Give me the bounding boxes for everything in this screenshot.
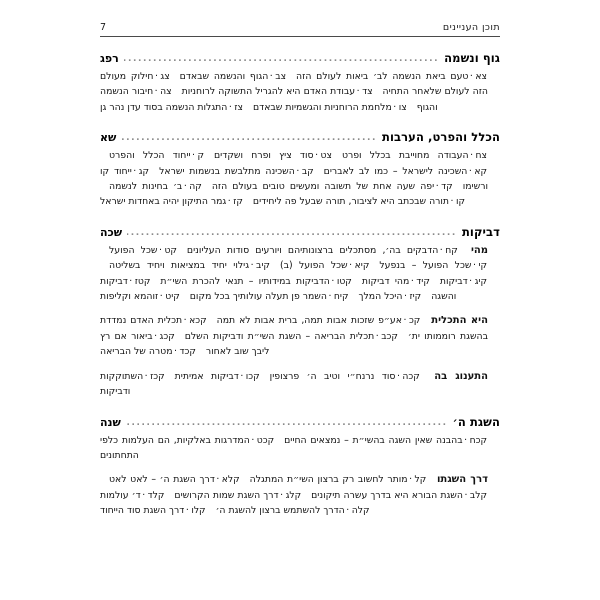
toc-entry-folio: קח [445, 244, 458, 256]
toc-entry-folio: קה [189, 181, 202, 193]
toc-entry-text: שכל הפועל (ב) [279, 260, 348, 272]
toc-section-folio: רפג [100, 52, 119, 65]
bullet-separator-icon: · [154, 71, 158, 82]
toc-entry[interactable] [100, 196, 244, 207]
toc-entry[interactable] [182, 86, 374, 97]
toc-entry-folio: קלב [469, 489, 487, 501]
bullet-separator-icon: · [158, 244, 162, 256]
toc-entry-folio: צג [160, 71, 170, 82]
toc-entry-folio: קיא [354, 260, 370, 272]
bullet-separator-icon: · [396, 370, 400, 382]
toc-entry-text: תכלית הבריאה – השגת השי״ת ודביקות השלם [184, 330, 375, 342]
bullet-separator-icon: · [464, 434, 468, 446]
bullet-separator-icon: · [183, 181, 187, 193]
toc-section-heading[interactable] [100, 415, 500, 429]
toc-entry-folio: קכד [179, 346, 196, 358]
toc-entry-text: השגת הבורא היא בדרך עשרה תיקונים [311, 489, 463, 501]
toc-entry[interactable] [160, 276, 352, 287]
bullet-separator-icon: · [375, 330, 379, 342]
toc-entry[interactable] [311, 490, 488, 501]
toc-section [100, 225, 500, 400]
toc-subsection-label: מהי [470, 244, 488, 256]
toc-entry-folio: קטז [134, 275, 151, 287]
bullet-separator-icon: · [403, 291, 407, 303]
toc-section-folio: שכה [100, 225, 123, 239]
toc-entry-folio: קכב [381, 330, 398, 342]
section-spacer [100, 403, 500, 415]
bullet-separator-icon: · [129, 275, 133, 287]
bullet-separator-icon: · [185, 505, 189, 517]
toc-entry-folio: קל [414, 474, 427, 486]
toc-entry[interactable] [342, 150, 488, 161]
toc-entry[interactable] [100, 371, 166, 397]
toc-entry-folio: צט [320, 150, 332, 162]
toc-entry-group [100, 148, 488, 210]
dot-leader [121, 133, 377, 143]
toc-entry-text: ד׳ עולמות [100, 489, 141, 501]
dot-leader [126, 418, 448, 428]
toc-entry-folio: צא [475, 71, 487, 82]
toc-entry-folio: קכה [402, 370, 420, 382]
toc-subsection-label: דרך השגתו [436, 474, 488, 486]
toc-entry-group [100, 243, 488, 305]
bullet-separator-icon: · [216, 474, 220, 486]
toc-section-title: דביקות [461, 224, 500, 239]
toc-entry-group [100, 369, 488, 400]
toc-entry-folio: קלד [147, 489, 165, 501]
toc-entry-folio: קי [478, 260, 488, 272]
bullet-separator-icon: · [470, 150, 474, 162]
toc-entry-text: מהי דביקות [361, 275, 410, 287]
bullet-separator-icon: · [315, 150, 319, 162]
running-head-title: תוכן העניינים [442, 22, 500, 33]
toc-entry-text: מטרה של הבריאה [100, 346, 173, 358]
toc-entry[interactable] [190, 291, 350, 302]
toc-entry[interactable] [109, 245, 178, 256]
toc-entry[interactable] [216, 505, 371, 516]
bullet-separator-icon: · [328, 291, 332, 303]
bullet-separator-icon: · [356, 86, 360, 98]
toc-section [100, 51, 500, 115]
bullet-separator-icon: · [346, 505, 350, 517]
toc-entry-folio: ק [197, 150, 204, 162]
toc-entry-group [100, 433, 488, 464]
toc-entry-text: שכל הפועל – בנפעל [379, 260, 472, 272]
bullet-separator-icon: · [183, 315, 187, 327]
toc-entry-text: תכלית האדם נמדדת בהשגת רוממותו ית׳ [100, 315, 488, 342]
toc-entry[interactable] [214, 150, 333, 161]
toc-entry-text: התגלות הנשמה בסוד עדן נהר גן [100, 101, 228, 113]
toc-entry[interactable] [109, 181, 203, 192]
group-spacer [100, 463, 500, 472]
toc-entry-folio: צד [362, 86, 373, 98]
toc-entry[interactable] [100, 490, 165, 501]
running-head [100, 22, 500, 36]
bullet-separator-icon: · [403, 315, 407, 327]
bullet-separator-icon: · [133, 165, 137, 177]
bullet-separator-icon: · [409, 474, 413, 486]
bullet-separator-icon: · [410, 275, 414, 287]
toc-entry-text: ייחוד הכלל והפרט [109, 150, 191, 162]
toc-entry-text: הדרך להשתמש ברצון להשגת ה׳ [215, 505, 345, 517]
toc-subsection-label: היא התכלית [431, 315, 488, 327]
toc-entry-folio: קכא [189, 315, 207, 327]
toc-entry[interactable] [100, 435, 275, 461]
toc-entry-text: הדבקים בה׳, מסתכלים ברצונותיהם ויורעים סודות העליונים [186, 244, 439, 256]
toc-entry[interactable] [324, 166, 488, 177]
bullet-separator-icon: · [228, 101, 232, 113]
dot-leader [127, 228, 457, 238]
bullet-separator-icon: · [280, 489, 284, 501]
toc-entry-text: ייחוד קו ורשימו [100, 165, 488, 193]
toc-entry-text: חילוק מעולם הזה לעולם שלאחר התחיה [100, 71, 489, 98]
toc-entry-folio: קכג [159, 330, 175, 342]
bullet-separator-icon: · [250, 260, 254, 272]
toc-entry-text: השכינה לישראל – כמו לב לאברים [323, 165, 468, 177]
bullet-separator-icon: · [144, 370, 148, 382]
toc-entry-text: דרך השגת שמות הקרושים [174, 489, 279, 501]
toc-entry-text: תורה שבכתב היא לציבור, תורה שבעל פה ליחידים [252, 196, 450, 208]
bullet-separator-icon: · [469, 71, 473, 82]
toc-entry-folio: קג [138, 165, 150, 177]
bullet-separator-icon: · [439, 244, 443, 256]
toc-entry[interactable] [180, 71, 287, 82]
group-spacer [100, 360, 500, 369]
toc-entry-text: גילוי יחיד במציאות ויחיד בשליטה [109, 260, 250, 272]
toc-entry[interactable] [362, 276, 431, 287]
bullet-separator-icon: · [192, 150, 195, 162]
toc-entry-text: היכל המלך [358, 291, 403, 303]
toc-entry-folio: קכט [256, 434, 275, 446]
toc-entry-folio: צה [160, 86, 172, 98]
toc-entry-text: העבודה מחוייבת בכלל ופרט [341, 150, 469, 162]
bullet-separator-icon: · [464, 489, 468, 501]
toc-entry-folio: צח [475, 150, 487, 162]
toc-entry-text: זוהמא וקליפות [100, 291, 159, 303]
bullet-separator-icon: · [174, 346, 177, 358]
toc-section-heading[interactable] [100, 51, 500, 65]
toc-entry[interactable] [440, 276, 488, 287]
toc-entry-folio: קיג [474, 275, 487, 287]
toc-section-folio: שנה [100, 415, 121, 429]
bullet-separator-icon: · [159, 291, 163, 303]
toc-entry-folio: קכ [408, 315, 421, 327]
toc-entry-text: אע״פ שזכות אבות תמה, ברית אבות לא תמה [216, 315, 402, 327]
toc-entry-text: הדביקות במידותיו – תנאי להכרת השי״ת [160, 275, 330, 287]
toc-entry-folio: קיח [333, 291, 349, 303]
bullet-separator-icon: · [393, 101, 397, 113]
bullet-separator-icon: · [331, 275, 335, 287]
toc-entry-folio: קכו [245, 370, 260, 382]
toc-entry-text: מלחמת הרוחניות והגשמיות שבאדם [252, 101, 392, 113]
bullet-separator-icon: · [296, 165, 300, 177]
toc-entry-text: ביאור אם רץ ליבך שוב לאחור [100, 330, 270, 358]
toc-entry[interactable] [174, 490, 302, 501]
toc-entry[interactable] [250, 474, 428, 485]
toc-section-folio: שא [100, 131, 117, 145]
toc-entry[interactable] [100, 346, 197, 357]
toc-entry-text: בהבנה שאין השגה בהשי״ת – נמצאים החיים [284, 434, 463, 446]
toc-entry-text: הגוף והנשמה שבאדם [179, 71, 269, 82]
toc-entry[interactable] [100, 505, 207, 516]
toc-entry-text: יפה שעה אחת של תשובה ומעשים טובים בעולם הזה [211, 181, 435, 193]
bullet-separator-icon: · [472, 260, 476, 272]
toc-entry-folio: קד [441, 181, 453, 193]
toc-entry-folio: קלג [285, 489, 302, 501]
toc-entry-folio: קו [456, 196, 466, 208]
bullet-separator-icon: · [154, 86, 158, 98]
toc-entry-folio: קכז [150, 370, 165, 382]
toc-entry-folio: קיט [165, 291, 180, 303]
toc-entry-text: מותר לחשוב רק ברצון השי״ת המתגלה [249, 474, 408, 486]
toc-entry-folio: קטו [336, 275, 352, 287]
toc-entry[interactable] [100, 291, 181, 302]
toc-entry-text: גמר התיקון יהיה באחדות ישראל [100, 196, 227, 208]
toc-entry[interactable] [280, 260, 370, 271]
toc-entry-text: השתוקקות ודביקות [100, 370, 144, 398]
toc-entry[interactable] [109, 474, 241, 485]
bullet-separator-icon: · [142, 489, 146, 501]
toc-entry-text: סוד ציץ ופרח ושקדים [214, 150, 314, 162]
toc-entry-text: שכל הפועל [109, 244, 158, 256]
toc-entry-folio: קב [301, 165, 314, 177]
toc-body [100, 51, 500, 519]
toc-entry-group [100, 472, 488, 518]
toc-entry-folio: קלה [351, 505, 370, 517]
toc-section-title: גוף ונשמה [444, 51, 500, 65]
bullet-separator-icon: · [251, 434, 255, 446]
dot-leader [124, 54, 439, 64]
toc-entry-group [100, 69, 488, 115]
toc-entry-folio: קלו [191, 505, 206, 517]
toc-entry[interactable] [379, 260, 488, 271]
toc-section [100, 415, 500, 519]
toc-entry-folio: קיב [256, 260, 270, 272]
section-spacer [100, 118, 500, 130]
running-head-folio: 7 [100, 22, 107, 33]
toc-entry-folio: קא [474, 165, 487, 177]
toc-entry[interactable] [212, 181, 454, 192]
toc-entry-text: סוד נרנח״י וטיב ה׳ פרצופין [269, 370, 396, 382]
toc-entry[interactable] [358, 291, 422, 302]
toc-entry-text: דביקות והשגה [100, 275, 457, 303]
toc-entry[interactable] [270, 371, 421, 382]
toc-entry-folio: קכח [469, 434, 487, 446]
toc-section-heading[interactable] [100, 130, 500, 144]
toc-entry-folio: צו [398, 101, 407, 113]
toc-entry-text: עבודת האדם היא להגריל התשוקה לרוחניות [181, 86, 356, 98]
bullet-separator-icon: · [349, 260, 353, 272]
toc-entry[interactable] [253, 196, 466, 207]
toc-entry-text: ב׳ בחינות לנשמה [109, 181, 183, 193]
bullet-separator-icon: · [269, 71, 273, 82]
toc-entry-text: דרך השגת סוד הייחוד [100, 505, 185, 517]
toc-entry-folio: קיד [416, 275, 430, 287]
toc-section-title: הכלל והפרט, הערבות [382, 130, 500, 145]
toc-entry[interactable] [175, 371, 261, 382]
toc-entry[interactable] [253, 102, 408, 113]
toc-entry-text: חיבור הנשמה והגוף [100, 86, 438, 113]
toc-entry-folio: צב [275, 71, 287, 82]
toc-entry[interactable] [296, 71, 488, 82]
toc-subsection-label: התענוג בה [434, 370, 488, 382]
toc-entry[interactable] [109, 150, 205, 161]
toc-entry-text: השמר פן תעלה עולותיך בכל מקום [189, 291, 327, 303]
toc-entry-text: דביקות אמיתית [174, 370, 239, 382]
section-spacer [100, 213, 500, 225]
toc-entry-folio: קיז [409, 291, 422, 303]
toc-entry[interactable] [109, 260, 271, 271]
bullet-separator-icon: · [227, 196, 231, 208]
toc-entry[interactable] [185, 331, 399, 342]
toc-entry[interactable] [187, 245, 459, 256]
toc-entry-text: דביקות [439, 275, 468, 287]
toc-section-title: השגת ה׳ [452, 414, 500, 429]
toc-entry-folio: צז [234, 101, 243, 113]
bullet-separator-icon: · [240, 370, 244, 382]
toc-entry-text: טעם ביאת הנשמה לב׳ ביאות לעולם הזה [296, 71, 469, 82]
toc-entry-text: השכינה מתלבשת בנשמות ישראל [159, 165, 295, 177]
bullet-separator-icon: · [154, 330, 158, 342]
toc-entry-text: המדרגות באלקיות, הם העלמות כלפי התחתונים [100, 434, 250, 461]
toc-entry-text: דרך השגת ה׳ – לאט לאט [109, 474, 215, 486]
bullet-separator-icon: · [450, 196, 454, 208]
header-divider [100, 36, 500, 37]
bullet-separator-icon: · [468, 165, 472, 177]
group-spacer [100, 304, 500, 313]
toc-section-heading[interactable] [100, 225, 500, 239]
toc-entry[interactable] [100, 102, 244, 113]
toc-section [100, 130, 500, 210]
bullet-separator-icon: · [435, 181, 439, 193]
toc-entry-group [100, 313, 488, 359]
toc-entry-folio: קלא [221, 474, 240, 486]
toc-entry-folio: קז [233, 196, 243, 208]
toc-entry[interactable] [159, 166, 315, 177]
bullet-separator-icon: · [469, 275, 473, 287]
toc-entry[interactable] [217, 315, 422, 326]
toc-entry-folio: קט [164, 244, 177, 256]
toc-entry[interactable] [284, 435, 488, 446]
